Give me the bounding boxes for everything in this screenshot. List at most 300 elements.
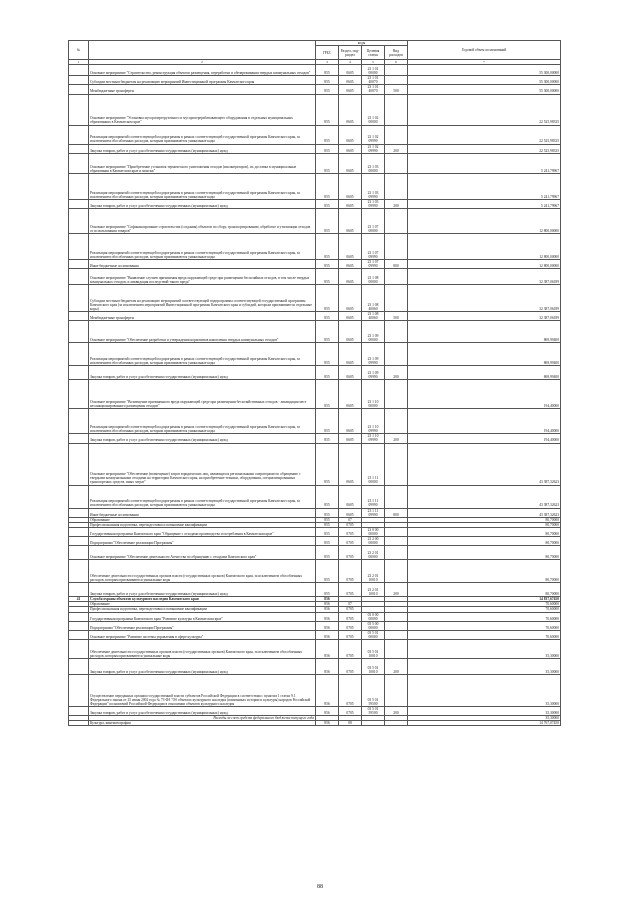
row-grbs: 855 [316,508,339,517]
row-amount: 43 387,32623 [408,508,561,517]
row-amount: 70,60000 [408,630,561,639]
row-amount: 35,30000 [408,707,561,716]
row-expense-type [385,269,408,285]
row-grbs: 855 [316,537,339,546]
row-razdel: 0605 [339,125,362,144]
row-grbs: 855 [316,312,339,321]
row-razdel: 0605 [339,65,362,76]
row-grbs: 856 [316,721,339,726]
row-name: Обеспечение деятельности государственных органов власти (государственных органов) Камчатского края, за исключением обособленных расходов, которым присваиваются уникальные коды [89,640,316,659]
row-name: Субсидии местным бюджетам на реализацию мероприятий Инвестиционной программы Камчатского края [89,76,316,85]
row-target-article: 23 1 08 40060 [362,312,385,321]
row-name: Закупка товаров, работ и услуг для обеспечения государственных (муниципальных) нужд [89,434,316,443]
row-grbs: 855 [316,199,339,208]
row-amount: 12 800,00000 [408,259,561,268]
row-target-article: 23 1 09 09990 [362,343,385,366]
row-name: Служба охраны объектов культурного наследия Камчатского края [89,597,316,602]
row-target-article: 23 2 01 00000 [362,546,385,560]
row-number [69,434,89,443]
table-row [69,144,561,153]
table-row [69,537,561,546]
row-razdel: 0705 [339,522,362,527]
table-row [69,707,561,716]
row-razdel: 0705 [339,546,362,560]
row-amount: 70,60000 [408,602,561,607]
row-target-article: 23 1 01 40070 [362,76,385,85]
table-row [69,208,561,233]
row-amount: 32 387,06189 [408,312,561,321]
row-razdel: 0705 [339,607,362,612]
row-target-article: 03 5 00 00000 [362,621,385,630]
row-name: Осуществление переданных органам государственной власти субъектов Российской Федерации в соответствии с пунктом 1 статьи 9.1 Федерального закона от 25 июня 2002 года № 73-ФЗ "Об объектах культурного наследия (памятниках истории и культуры) народов Российской Федерации" полномочий Российской Федерации в отношении объектов культурного наследия [89,675,316,707]
row-grbs: 855 [316,343,339,366]
row-grbs: 855 [316,443,339,485]
row-razdel: 0705 [339,659,362,675]
row-number [69,199,89,208]
row-target-article: 03 0 00 00000 [362,612,385,621]
row-target-article: 23 1 08 00000 [362,269,385,285]
row-razdel: 0605 [339,285,362,312]
row-target-article: 23 1 03 09990 [362,173,385,199]
row-amount: 55 300,00000 [408,85,561,94]
page-number: 88 [317,884,323,890]
row-name: Закупка товаров, работ и услуг для обеспечения государственных (муниципальных) нужд [89,707,316,716]
row-expense-type [385,537,408,546]
row-number [69,583,89,597]
row-target-article: 23 1 02 09990 [362,125,385,144]
row-name: Основное мероприятие "Установка мусороперегрузочного и мусороперерабатывающего оборудования в отдельных муниципальных образованиях в Камчатском крае" [89,94,316,125]
row-razdel: 0605 [339,508,362,517]
col-header-codes: коды [316,41,408,46]
row-target-article: 23 0 00 00000 [362,527,385,536]
row-target-article: 23 2 00 00000 [362,537,385,546]
row-razdel: 0605 [339,199,362,208]
table-row [69,560,561,583]
row-grbs: 856 [316,707,339,716]
row-amount: 80,70000 [408,560,561,583]
row-name: Государственная программа Камчатского края "Обращение с отходами производства и потребления в Камчатском крае" [89,527,316,536]
row-razdel: 0705 [339,537,362,546]
row-number [69,144,89,153]
row-number [69,443,89,485]
row-name: Основное мероприятие "Развитие системы управления в сфере культуры" [89,630,316,639]
row-number [69,65,89,76]
row-amount: 12 800,00000 [408,208,561,233]
row-amount: 32 387,06189 [408,269,561,285]
row-expense-type [385,443,408,485]
row-grbs: 855 [316,560,339,583]
row-amount: 80,70000 [408,527,561,536]
table-row [69,259,561,268]
column-number: 6 [385,60,408,65]
row-target-article: 23 1 10 09990 [362,434,385,443]
row-number [69,409,89,434]
row-number [69,721,89,726]
table-row [69,659,561,675]
column-number: 1 [69,60,89,65]
row-grbs: 855 [316,125,339,144]
row-expense-type: 200 [385,583,408,597]
row-name: Основное мероприятие "Приобретение установок термического уничтожения отходов (инсинераторов), их доставка в муниципальные образования в Камчатском крае и монтаж" [89,153,316,173]
row-name: Закупка товаров, работ и услуг для обеспечения государственных (муниципальных) нужд [89,583,316,597]
row-number [69,285,89,312]
row-name: Основное мероприятие "Обеспечение разработки и утверждения нормативов накопления твердых коммунальных отходов" [89,321,316,343]
row-grbs: 856 [316,607,339,612]
row-target-article: 23 1 09 09990 [362,366,385,380]
row-name: Образование [89,602,316,607]
row-razdel: 0605 [339,85,362,94]
row-razdel: 0605 [339,173,362,199]
row-razdel: 0605 [339,259,362,268]
row-razdel: 07 [339,602,362,607]
row-name: Закупка товаров, работ и услуг для обеспечения государственных (муниципальных) нужд [89,659,316,675]
row-amount: 869,99400 [408,366,561,380]
row-number [69,527,89,536]
row-expense-type [385,527,408,536]
row-target-article: 23 1 01 40070 [362,85,385,94]
row-number [69,94,89,125]
row-grbs: 855 [316,434,339,443]
row-razdel: 0605 [339,366,362,380]
row-number [69,85,89,94]
row-target-article: 23 1 10 00000 [362,380,385,409]
row-razdel: 0605 [339,76,362,85]
column-number: 4 [339,60,362,65]
row-number [69,76,89,85]
table-row [69,583,561,597]
table-row [69,380,561,409]
row-razdel: 0705 [339,675,362,707]
row-razdel: 0605 [339,208,362,233]
row-expense-type: 500 [385,85,408,94]
row-target-article: 23 1 08 40060 [362,285,385,312]
table-row [69,409,561,434]
row-target-article: 23 1 11 09990 [362,508,385,517]
row-number [69,312,89,321]
row-grbs: 855 [316,285,339,312]
table-row [69,640,561,659]
row-expense-type [385,153,408,173]
row-expense-type: 200 [385,366,408,380]
row-name: Подпрограмма "Обеспечение реализации Программы" [89,537,316,546]
column-number: 3 [316,60,339,65]
row-amount: 32 387,06189 [408,285,561,312]
row-expense-type [385,285,408,312]
row-amount: 194,40000 [408,434,561,443]
row-grbs: 855 [316,522,339,527]
row-grbs: 856 [316,630,339,639]
row-amount: 80,70000 [408,522,561,527]
row-amount: 14 837,67450 [408,597,561,602]
table-row [69,721,561,726]
row-grbs: 855 [316,546,339,560]
row-grbs: 855 [316,208,339,233]
row-grbs: 855 [316,85,339,94]
row-expense-type [385,76,408,85]
row-razdel: 0605 [339,343,362,366]
row-expense-type [385,343,408,366]
row-number [69,366,89,380]
row-name: Образование [89,517,316,522]
row-amount: 194,40000 [408,409,561,434]
row-expense-type [385,125,408,144]
row-number [69,508,89,517]
budget-table-sheet [68,40,561,726]
row-amount: 70,60000 [408,607,561,612]
row-razdel: 0605 [339,485,362,508]
row-target-article: 03 5 01 59500 [362,707,385,716]
table-row [69,443,561,485]
row-expense-type: 200 [385,659,408,675]
row-target-article: 23 1 09 00000 [362,321,385,343]
row-grbs: 855 [316,380,339,409]
row-number [69,343,89,366]
row-amount: 5 241,79967 [408,173,561,199]
row-name: Основное мероприятие "Софинансирование строительства (создания) объектов по сбору, транспортированию, обработке и утилизации отходов от использования товаров" [89,208,316,233]
row-razdel: 07 [339,517,362,522]
row-target-article: 23 1 03 00000 [362,153,385,173]
row-number [69,546,89,560]
row-amount: 55 300,00000 [408,65,561,76]
row-grbs: 855 [316,321,339,343]
row-razdel: 0605 [339,443,362,485]
row-name: Основное мероприятие "Обеспечение деятельности Агентства по обращению с отходами Камчатского края" [89,546,316,560]
row-amount: 22 525,98335 [408,94,561,125]
row-amount: 35,30000 [408,659,561,675]
row-razdel: 0605 [339,94,362,125]
row-amount: 5 241,79967 [408,153,561,173]
row-expense-type [385,208,408,233]
row-target-article: 23 1 07 09990 [362,233,385,259]
row-amount: 80,70000 [408,583,561,597]
table-body [69,60,561,726]
row-amount: 35,30000 [408,640,561,659]
row-name: Культура, кинематография [89,721,316,726]
row-number [69,560,89,583]
row-number [69,612,89,621]
row-razdel: 0605 [339,380,362,409]
row-name: Межбюджетные трансферты [89,85,316,94]
row-expense-type: 200 [385,707,408,716]
row-target-article: 23 1 11 09990 [362,485,385,508]
table-row [69,125,561,144]
row-grbs: 856 [316,659,339,675]
row-grbs: 855 [316,259,339,268]
row-expense-type [385,233,408,259]
table-row [69,434,561,443]
row-grbs: 855 [316,144,339,153]
row-amount: 80,70000 [408,517,561,522]
row-amount: 194,40000 [408,380,561,409]
row-razdel: 0605 [339,409,362,434]
row-expense-type: 200 [385,199,408,208]
row-number [69,233,89,259]
row-number [69,125,89,144]
row-grbs: 855 [316,485,339,508]
col-header-razdel: Раздел, под-раздел [339,46,362,60]
row-razdel: 0605 [339,153,362,173]
row-target-article: 03 5 01 00000 [362,630,385,639]
table-row [69,508,561,517]
table-row [69,199,561,208]
row-number [69,259,89,268]
table-row [69,630,561,639]
table-row [69,85,561,94]
row-amount: 35,30000 [408,716,561,721]
row-razdel: 0605 [339,321,362,343]
row-target-article: 03 5 01 59500 [362,675,385,707]
row-amount: 35,30000 [408,675,561,707]
row-name: Основное мероприятие "Строительство, реконструкция объектов размещения, переработки и обезвреживания твердых коммунальных отходов" [89,65,316,76]
row-number [69,630,89,639]
col-header-grbs: ГРБС [316,46,339,60]
table-row [69,94,561,125]
row-grbs: 855 [316,65,339,76]
row-name: Субсидии местным бюджетам на реализацию мероприятий соответствующей подпрограммы соответствующей государственной программы Камчатского края (за исключением мероприятий Инвестиционной программы Камчатского края и субсидий, которым присваиваются отдельные коды) [89,285,316,312]
row-expense-type: 800 [385,259,408,268]
row-target-article: 23 1 11 00000 [362,443,385,485]
row-razdel: 0605 [339,312,362,321]
row-amount: 5 241,79967 [408,199,561,208]
row-amount: 43 387,32623 [408,485,561,508]
row-grbs: 855 [316,153,339,173]
table-row [69,153,561,173]
row-amount: 869,99400 [408,321,561,343]
row-razdel: 0705 [339,707,362,716]
row-target-article: 23 2 01 10010 [362,560,385,583]
row-razdel: 0705 [339,560,362,583]
row-expense-type: 500 [385,312,408,321]
row-expense-type [385,560,408,583]
table-row [69,65,561,76]
row-expense-type [385,65,408,76]
row-number [69,675,89,707]
row-name: Реализация мероприятий соответствующей подпрограммы в рамках соответствующей государственной программы Камчатского края, за исключением обособленных расходов, которым присваиваются уникальные коды [89,485,316,508]
row-name: Реализация мероприятий соответствующей подпрограммы в рамках соответствующей государственной программы Камчатского края, за исключением обособленных расходов, которым присваиваются уникальные коды [89,409,316,434]
row-name: Подпрограмма "Обеспечение реализации Программы" [89,621,316,630]
row-target-article: 23 1 02 00000 [362,94,385,125]
row-name: Реализация мероприятий соответствующей подпрограммы в рамках соответствующей государственной программы Камчатского края, за исключением обособленных расходов, которым присваиваются уникальные коды [89,173,316,199]
row-number [69,173,89,199]
col-header-name [89,41,316,60]
row-name: Иные бюджетные ассигнования [89,259,316,268]
row-number [69,537,89,546]
row-expense-type [385,485,408,508]
row-expense-type [385,409,408,434]
budget-table [68,40,561,726]
row-expense-type [385,630,408,639]
table-row [69,366,561,380]
row-name: Основное мероприятие "Обеспечение (возмещение) затрат юридических лиц, являющихся региональными операторами по обращению с твердыми коммунальными отходами на территории Камчатского края, на приобретение техники, оборудования, специализированных транспортных средств, иных затрат" [89,443,316,485]
row-name: Основное мероприятие "Выявление случаев причинения вреда окружающей среде при размещении бесхозяйных отходов, в том числе твердых коммунальных отходов, и ликвидация последствий такого вреда" [89,269,316,285]
row-name: Обеспечение деятельности государственных органов власти (государственных органов) Камчатского края, за исключением обособленных расходов, которым присваиваются уникальные коды [89,560,316,583]
table-row [69,343,561,366]
row-expense-type [385,612,408,621]
row-number [69,380,89,409]
row-name: Профессиональная подготовка, переподготовка и повышение квалификации [89,522,316,527]
row-grbs: 856 [316,640,339,659]
table-row [69,312,561,321]
row-expense-type [385,640,408,659]
table-row [69,675,561,707]
row-amount: 80,70000 [408,546,561,560]
row-grbs: 855 [316,409,339,434]
table-row [69,621,561,630]
row-name: Закупка товаров, работ и услуг для обеспечения государственных (муниципальных) нужд [89,144,316,153]
table-row [69,321,561,343]
row-grbs: 855 [316,173,339,199]
row-target-article: 23 1 07 00000 [362,208,385,233]
row-name: Реализация мероприятий соответствующей подпрограммы в рамках соответствующей государственной программы Камчатского края, за исключением обособленных расходов, которым присваиваются уникальные коды [89,125,316,144]
row-razdel: 0605 [339,144,362,153]
table-row [69,546,561,560]
row-amount: 12 800,00000 [408,233,561,259]
row-name: Межбюджетные трансферты [89,312,316,321]
row-razdel: 0705 [339,612,362,621]
row-name: Основное мероприятие "Возмещение причиненного вреда окружающей среде при размещении бесхозяйственных отходов - ликвидация мест несанкционированного размещения отходов" [89,380,316,409]
row-razdel: 0605 [339,434,362,443]
row-amount: 869,99400 [408,343,561,366]
table-row [69,527,561,536]
row-razdel: 0705 [339,583,362,597]
row-amount: 43 387,32623 [408,443,561,485]
row-grbs: 855 [316,269,339,285]
row-razdel: 08 [339,721,362,726]
row-razdel: 0605 [339,233,362,259]
col-header-vid: Вид расходов [385,46,408,60]
row-name: Иные бюджетные ассигнования [89,508,316,517]
row-number [69,621,89,630]
row-grbs: 855 [316,583,339,597]
table-row [69,612,561,621]
row-expense-type [385,94,408,125]
row-expense-type: 800 [385,508,408,517]
row-grbs: 855 [316,233,339,259]
row-target-article: 23 1 01 00000 [362,65,385,76]
row-grbs: 855 [316,527,339,536]
row-target-article: 23 1 10 09990 [362,409,385,434]
col-header-no: № [69,41,89,60]
row-number [69,485,89,508]
row-number: 41 [69,597,89,602]
row-name: Закупка товаров, работ и услуг для обеспечения государственных (муниципальных) нужд [89,366,316,380]
row-target-article [362,721,385,726]
row-name: Реализация мероприятий соответствующей подпрограммы в рамках соответствующей государственной программы Камчатского края, за исключением обособленных расходов, которым присваиваются уникальные коды [89,343,316,366]
table-row [69,485,561,508]
row-name: Профессиональная подготовка, переподготовка и повышение квалификации [89,607,316,612]
table-row [69,173,561,199]
row-expense-type: 200 [385,144,408,153]
row-name: Закупка товаров, работ и услуг для обеспечения государственных (муниципальных) нужд [89,199,316,208]
col-header-target: Целевая статья [362,46,385,60]
row-target-article: 23 2 01 10010 [362,583,385,597]
row-grbs: 855 [316,76,339,85]
row-amount: 70,60000 [408,621,561,630]
row-expense-type [385,173,408,199]
row-amount: 80,70000 [408,537,561,546]
row-grbs: 855 [316,517,339,522]
row-number [69,208,89,233]
row-number [69,321,89,343]
row-name: Государственная программа Камчатского края "Развитие культуры в Камчатском крае" [89,612,316,621]
row-expense-type [385,621,408,630]
table-row [69,233,561,259]
row-grbs: 856 [316,612,339,621]
row-number [69,707,89,716]
row-razdel: 0705 [339,527,362,536]
row-razdel: 0705 [339,630,362,639]
row-grbs: 855 [316,366,339,380]
